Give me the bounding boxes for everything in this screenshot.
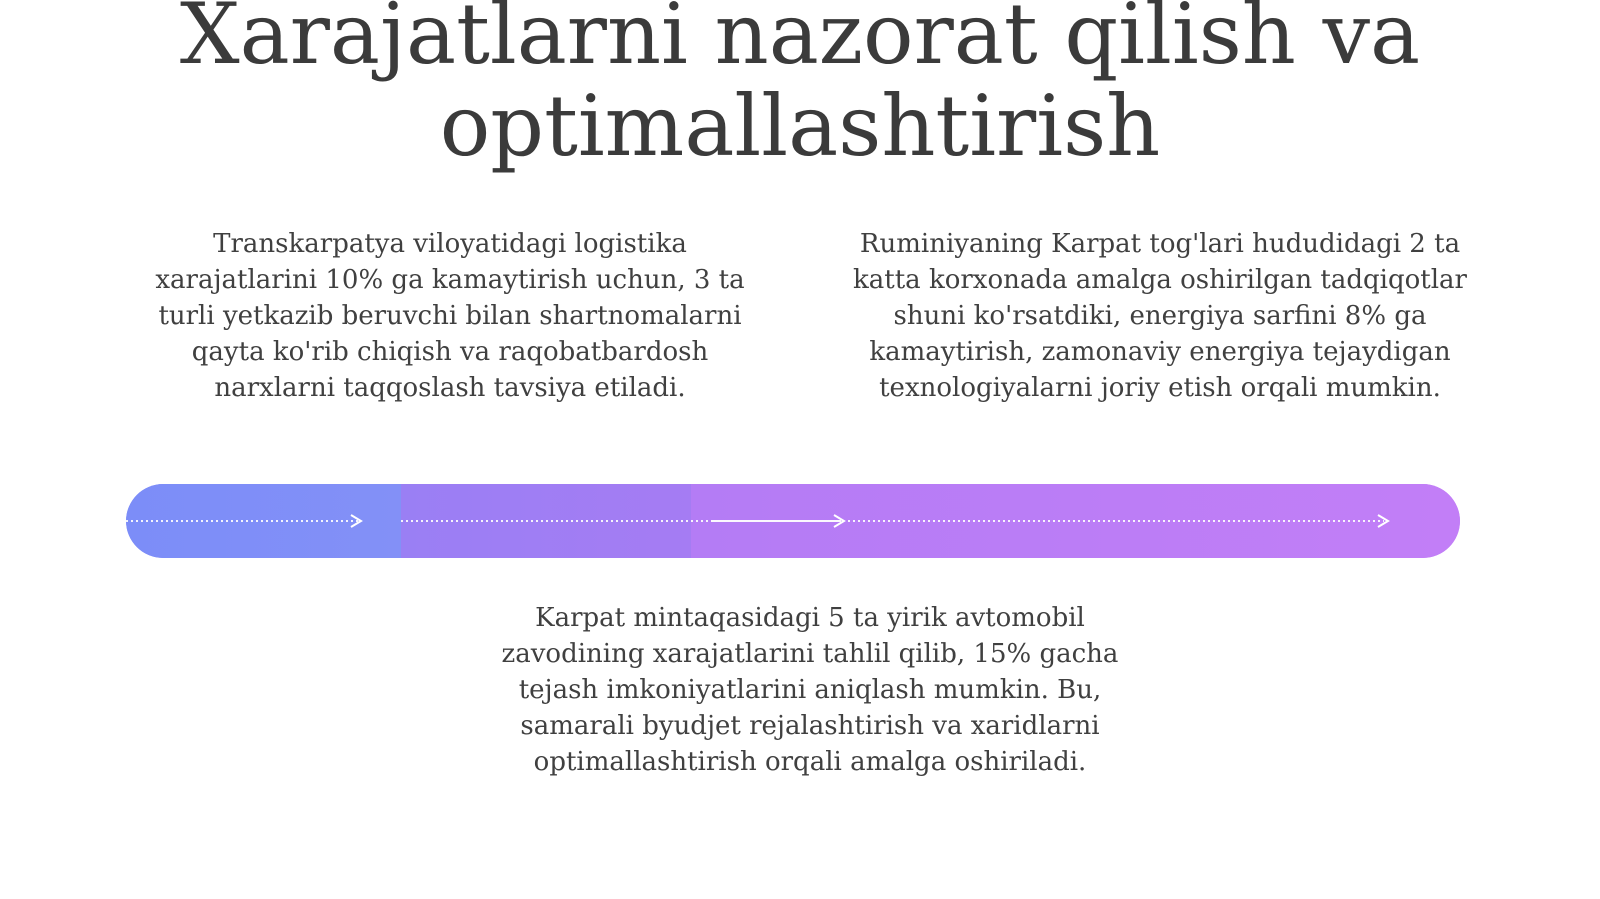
timeline-bar	[126, 484, 1460, 558]
slide-title: Xarajatlarni nazorat qilish va optimallashtirish	[179, 0, 1421, 175]
text-block-top-left: Transkarpatya viloyatidagi logistika xarajatlarini 10% ga kamaytirish uchun, 3 ta turli yetkazib beruvchi bilan shartnomalarni qayta ko'rib chiqish va raqobatbardosh narxlarni taqqoslash tavsiya etiladi.	[155, 229, 745, 403]
timeline-arrows	[126, 484, 1460, 558]
text-block-top-right: Ruminiyaning Karpat tog'lari hududidagi 2 ta katta korxonada amalga oshirilgan tadqiqotlar shuni ko'rsatdiki, energiya sarfini 8% ga kamaytirish, zamonaviy energiya tejaydigan texnologiyalarni joriy etish orqali mumkin.	[853, 229, 1467, 403]
text-block-bottom: Karpat mintaqasidagi 5 ta yirik avtomobil zavodining xarajatlarini tahlil qilib, 15% gacha tejash imkoniyatlarini aniqlash mumkin. Bu, samarali byudjet rejalashtirish va xaridlarni optimallashtirish orqali amalga oshiriladi.	[501, 603, 1119, 777]
